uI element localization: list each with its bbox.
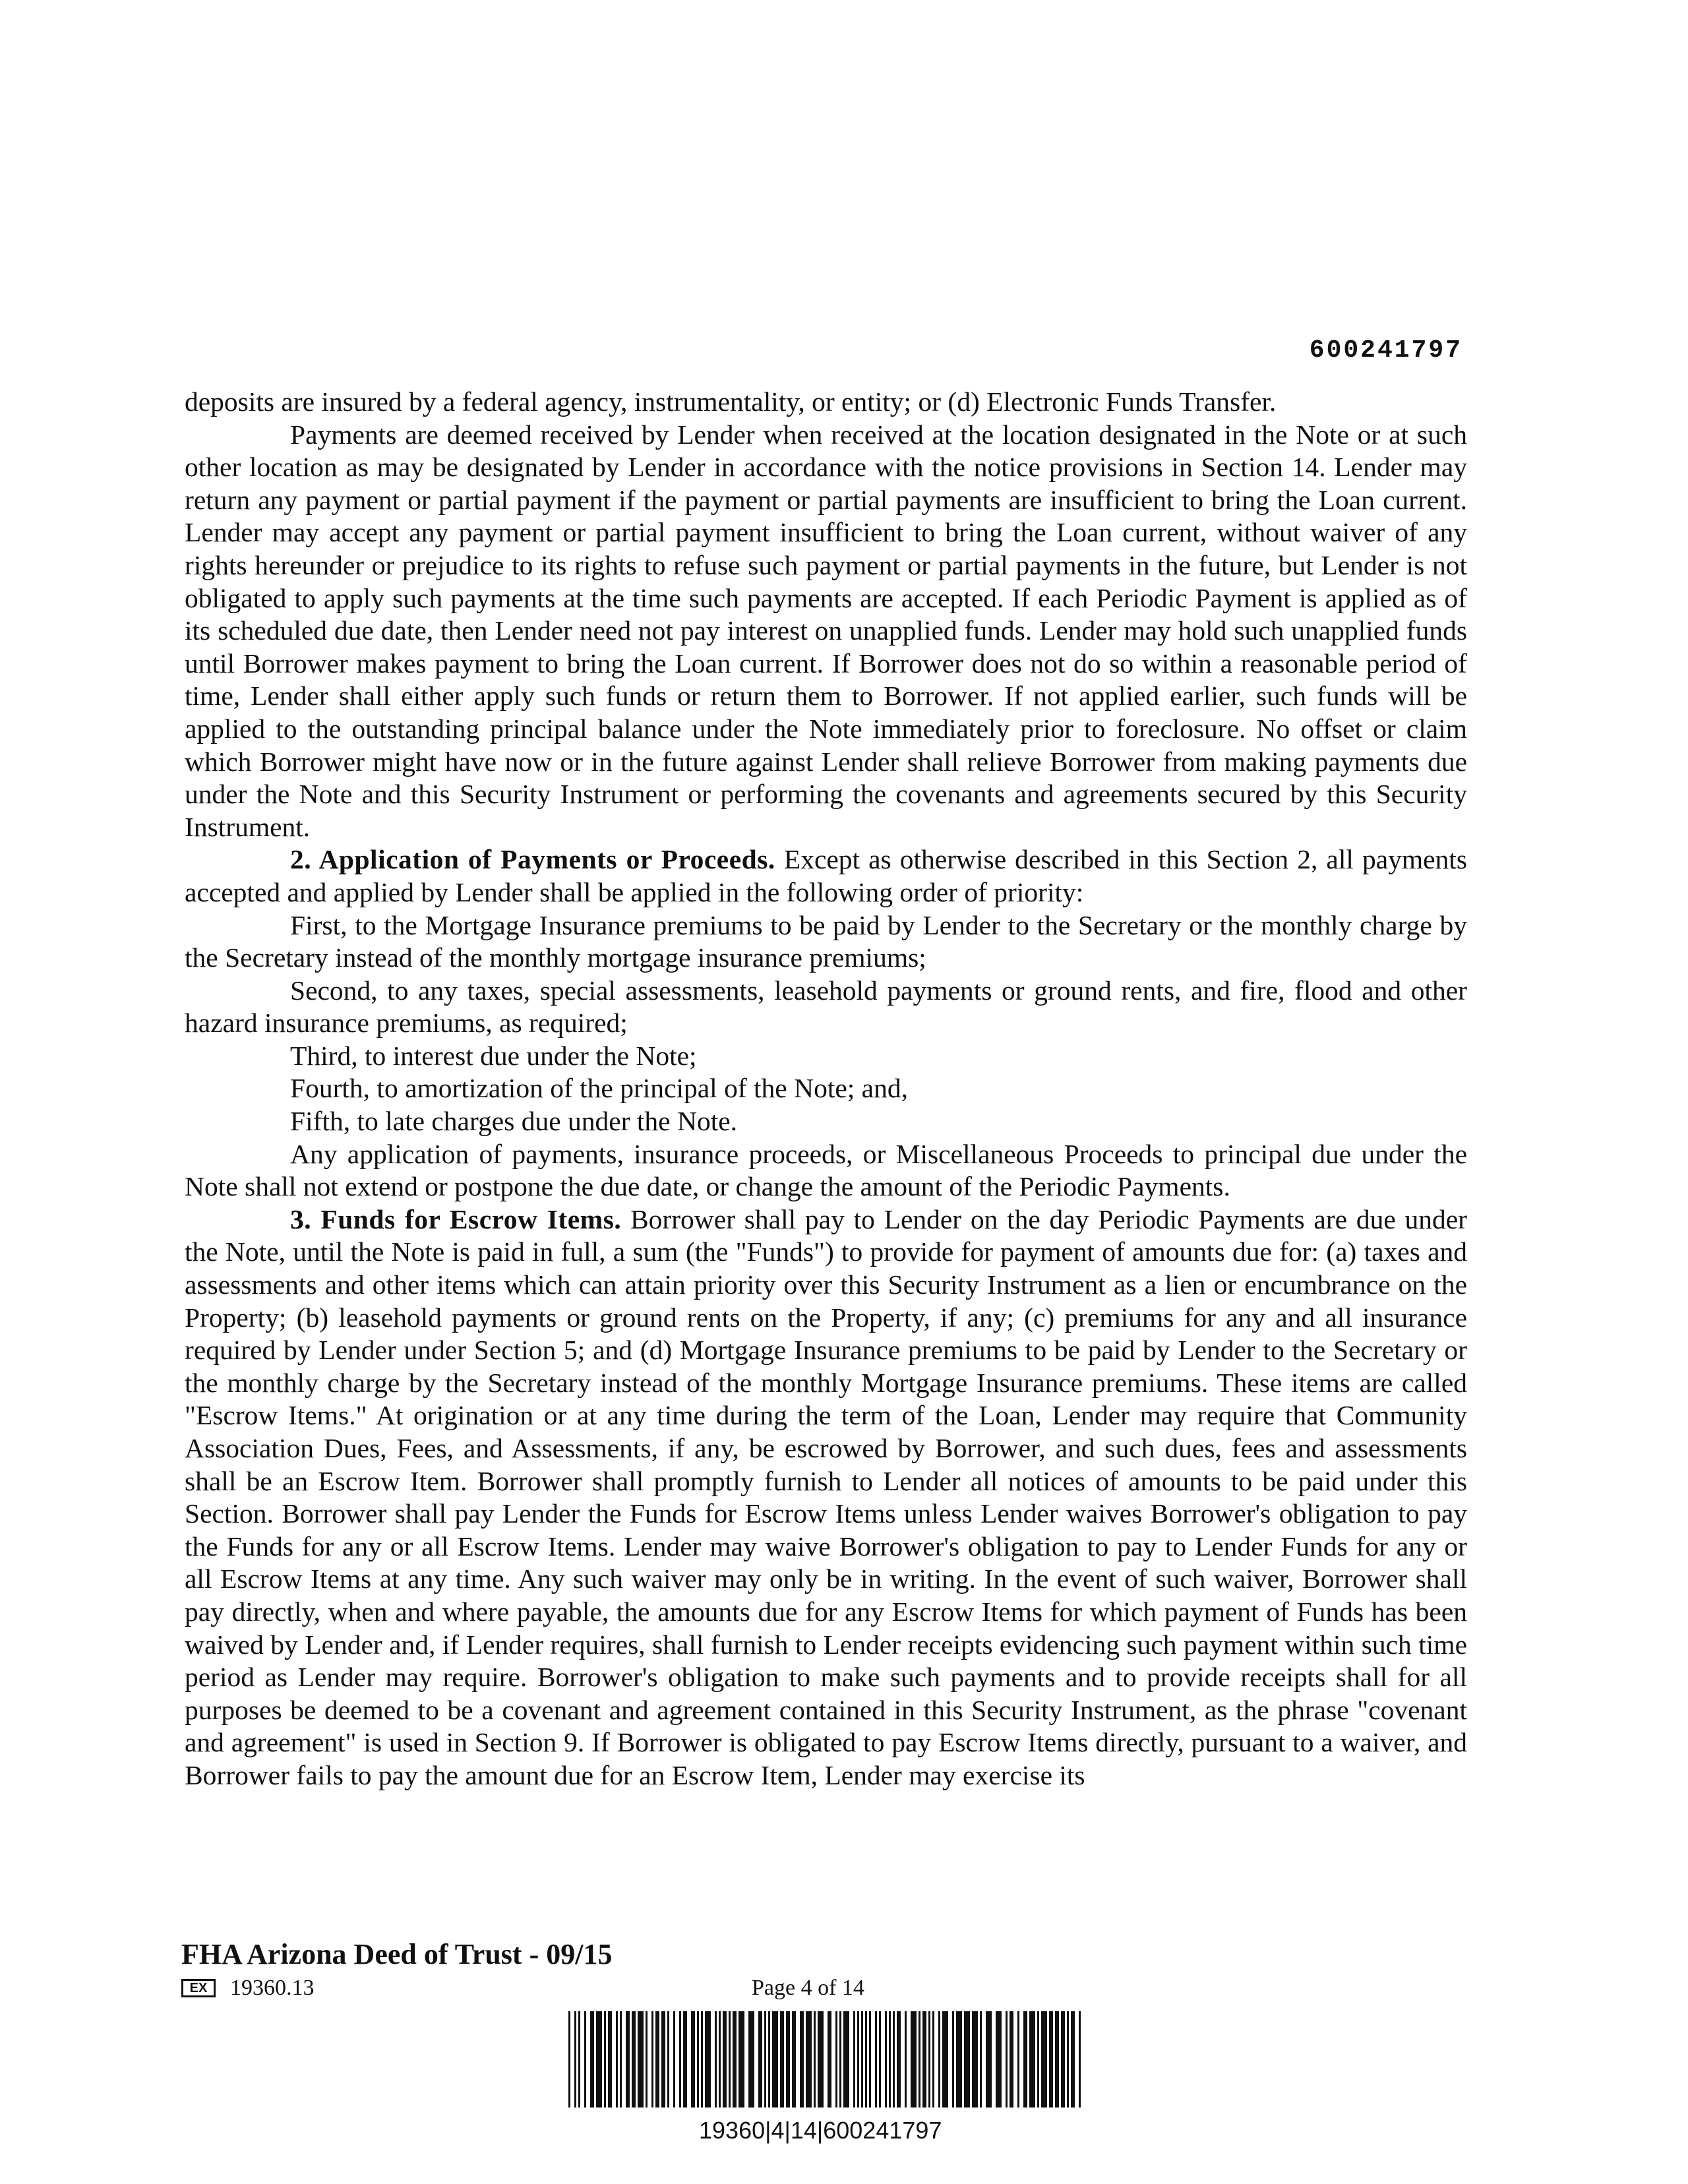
barcode-bar	[584, 2011, 586, 2108]
barcode-bar	[865, 2011, 867, 2108]
barcode-bar	[792, 2011, 796, 2108]
section-heading: 2. Application of Payments or Proceeds.	[290, 844, 775, 875]
barcode-bar	[1029, 2011, 1035, 2108]
paragraph	[185, 386, 1467, 419]
barcode-bar	[905, 2011, 907, 2108]
barcode-bar	[758, 2011, 762, 2108]
barcode-bar	[632, 2011, 636, 2108]
paragraph	[185, 419, 1467, 844]
barcode-bar	[679, 2011, 681, 2108]
barcode-bar	[1023, 2011, 1027, 2108]
barcode-bar	[932, 2011, 934, 2108]
barcode-bar	[733, 2011, 737, 2108]
paragraph-text: Borrower shall pay to Lender on the day Periodic Payments are due under the Note, until the Note is paid in full, a sum (the "Funds") to provide for payment of amounts due for: (a) taxes and assessments and other items which can attain priority over this Security Instrument as a lien or encumbrance on the Property; (b) leasehold payments or ground rents on the Property, if any; (c) premiums for any and all insurance required by Lender under Section 5; and (d) Mortgage Insurance premiums to be paid by Lender to the Secretary or the monthly charge by the Secretary instead of the monthly Mortgage Insurance premiums. These items are called "Escrow Items." At origination or at any time during the term of the Loan, Lender may require that Community Association Dues, Fees, and Assessments, if any, be escrowed by Borrower, and such dues, fees and assessments shall be an Escrow Item. Borrower shall promptly furnish to Lender all notices of amounts to be paid under this Section. Borrower shall pay Lender the Funds for Escrow Items unless Lender waives Borrower's obligation to pay the Funds for any or all Escrow Items. Lender may waive Borrower's obligation to pay to Lender Funds for any or all Escrow Items at any time. Any such waiver may only be in writing. In the event of such waiver, Borrower shall pay directly, when and where payable, the amounts due for any Escrow Items for which payment of Funds has been waived by Lender and, if Lender requires, shall furnish to Lender receipts evidencing such payment within such time period as Lender may require. Borrower's obligation to make such payments and to provide receipts shall for all purposes be deemed to be a covenant and agreement contained in this Security Instrument, as the phrase "covenant and agreement" is used in Section 9. If Borrower is obligated to pay Escrow Items directly, pursuant to a waiver, and Borrower fails to pay the amount due for an Escrow Item, Lender may exercise its	[185, 1203, 1467, 1790]
barcode-text: 19360|4|14|600241797	[699, 2117, 942, 2144]
barcode-bar	[701, 2011, 703, 2108]
barcode-bar	[1041, 2011, 1047, 2108]
barcode-bar	[616, 2011, 618, 2108]
barcode-bar	[764, 2011, 766, 2108]
section-paragraph	[185, 843, 1467, 909]
barcode-bar	[719, 2011, 721, 2108]
barcode-bar	[911, 2011, 917, 2108]
barcode-bar	[843, 2011, 849, 2108]
barcode-bar	[853, 2011, 855, 2108]
ex-logo-icon: EX	[181, 1979, 216, 1997]
barcode-bar	[651, 2011, 653, 2108]
document-body	[185, 386, 1467, 1792]
barcode-bar	[1055, 2011, 1059, 2108]
barcode-bar	[596, 2011, 602, 2108]
barcode-bar	[1071, 2011, 1075, 2108]
form-code: 19360.13	[230, 1976, 315, 2000]
barcode-bar	[839, 2011, 841, 2108]
barcode-bar	[646, 2011, 648, 2108]
barcode-bar	[1017, 2011, 1019, 2108]
page-number: Page 4 of 14	[752, 1976, 864, 2000]
barcode-bar	[1067, 2011, 1069, 2108]
barcode-bar	[620, 2011, 622, 2108]
paragraph	[185, 975, 1467, 1040]
barcode-bar	[996, 2011, 1002, 2108]
barcode-bar	[578, 2011, 580, 2108]
barcode-bar	[590, 2011, 594, 2108]
barcode-bar	[723, 2011, 727, 2108]
barcode-bar	[869, 2011, 871, 2108]
section-paragraph	[185, 1203, 1467, 1792]
barcode-bar	[938, 2011, 940, 2108]
barcode-bar	[729, 2011, 731, 2108]
barcode-bar	[980, 2011, 982, 2108]
barcode-bar	[800, 2011, 804, 2108]
barcode-icon	[568, 2011, 1083, 2108]
barcode-bar	[748, 2011, 754, 2108]
barcode-bar	[697, 2011, 699, 2108]
barcode-bar	[715, 2011, 717, 2108]
paragraph	[185, 909, 1467, 975]
barcode-bar	[604, 2011, 606, 2108]
barcode-bar	[922, 2011, 926, 2108]
barcode-bar	[972, 2011, 978, 2108]
barcode-bar	[1037, 2011, 1039, 2108]
section-heading: 3. Funds for Escrow Items.	[290, 1203, 622, 1234]
barcode-bar	[879, 2011, 881, 2108]
barcode-bar	[1006, 2011, 1008, 2108]
barcode-bar	[828, 2011, 831, 2108]
barcode-bar	[786, 2011, 790, 2108]
paragraph-text: Fourth, to amortization of the principal of the Note; and,	[290, 1073, 908, 1104]
barcode-bar	[861, 2011, 863, 2108]
barcode-bar	[875, 2011, 877, 2108]
barcode-bar	[835, 2011, 837, 2108]
barcode-bar	[942, 2011, 948, 2108]
barcode-bar	[1079, 2011, 1081, 2108]
barcode-bar	[919, 2011, 920, 2108]
barcode-bar	[1010, 2011, 1013, 2108]
barcode-bar	[768, 2011, 770, 2108]
barcode-bar	[683, 2011, 687, 2108]
barcode-bar	[857, 2011, 859, 2108]
paragraph-text: Except as otherwise described in this Section 2, all payments accepted and applied by Lender shall be applied in the following order of priority:	[185, 844, 1468, 907]
barcode-bar	[1049, 2011, 1053, 2108]
paragraph-text: Second, to any taxes, special assessments, leasehold payments or ground rents, and fire, flood and other hazard insurance premiums, as required;	[185, 975, 1467, 1039]
barcode-bar	[928, 2011, 930, 2108]
barcode-bar	[780, 2011, 784, 2108]
barcode-bar	[673, 2011, 675, 2108]
barcode-bar	[638, 2011, 644, 2108]
barcode-bar	[1061, 2011, 1065, 2108]
barcode-bar	[608, 2011, 612, 2108]
loan-number: 600241797	[1309, 336, 1462, 365]
barcode-bar	[691, 2011, 695, 2108]
barcode-bar	[893, 2011, 895, 2108]
form-code-block	[181, 1976, 315, 2001]
barcode-bar	[818, 2011, 824, 2108]
paragraph	[185, 1072, 1467, 1105]
barcode-bar	[705, 2011, 711, 2108]
paragraph	[185, 1040, 1467, 1073]
barcode-bar	[897, 2011, 901, 2108]
barcode-bar	[738, 2011, 744, 2108]
barcode-bar	[952, 2011, 954, 2108]
barcode-bar	[986, 2011, 992, 2108]
paragraph	[185, 1138, 1467, 1203]
barcode-bar	[655, 2011, 659, 2108]
barcode-bar	[956, 2011, 962, 2108]
paragraph-text: Fifth, to late charges due under the Note.	[290, 1106, 738, 1137]
barcode-bar	[885, 2011, 887, 2108]
paragraph-text: Any application of payments, insurance proceeds, or Miscellaneous Proceeds to principal due under the Note shall not extend or postpone the due date, or change the amount of the Periodic Payments.	[185, 1138, 1467, 1202]
barcode-bar	[814, 2011, 816, 2108]
paragraph-text: Payments are deemed received by Lender when received at the location designated in the Note or at such other location as may be designated by Lender in accordance with the notice provisions in Section 14. Lender may return any payment or partial payment if the payment or partial payments are insufficient to bring the Loan current. Lender may accept any payment or partial payment insufficient to bring the Loan current, without waiver of any rights hereunder or prejudice to its rights to refuse such payment or partial payments in the future, but Lender is not obligated to apply such payments at the time such payments are accepted. If each Periodic Payment is applied as of its scheduled due date, then Lender need not pay interest on unapplied funds. Lender may hold such unapplied funds until Borrower makes payment to bring the Loan current. If Borrower does not do so within a reasonable period of time, Lender shall either apply such funds or return them to Borrower. If not applied earlier, such funds will be applied to the outstanding principal balance under the Note immediately prior to foreclosure. No offset or claim which Borrower might have now or in the future against Lender shall relieve Borrower from making payments due under the Note and this Security Instrument or performing the covenants and agreements secured by this Security Instrument.	[185, 419, 1467, 842]
paragraph-text: deposits are insured by a federal agency, instrumentality, or entity; or (d) Electronic Funds Transfer.	[185, 386, 1277, 417]
barcode-bar	[661, 2011, 665, 2108]
paragraph	[185, 1105, 1467, 1138]
barcode-bar	[574, 2011, 576, 2108]
barcode-bar	[626, 2011, 630, 2108]
barcode-bar	[806, 2011, 812, 2108]
form-title: FHA Arizona Deed of Trust - 09/15	[181, 1938, 613, 1970]
barcode-bar	[964, 2011, 970, 2108]
barcode-bar	[889, 2011, 891, 2108]
barcode-bar	[667, 2011, 669, 2108]
barcode-bar	[772, 2011, 778, 2108]
paragraph-text: First, to the Mortgage Insurance premiums to be paid by Lender to the Secretary or the monthly charge by the Secretary instead of the monthly mortgage insurance premiums;	[185, 909, 1467, 973]
barcode-bar	[568, 2011, 570, 2108]
paragraph-text: Third, to interest due under the Note;	[290, 1040, 697, 1071]
